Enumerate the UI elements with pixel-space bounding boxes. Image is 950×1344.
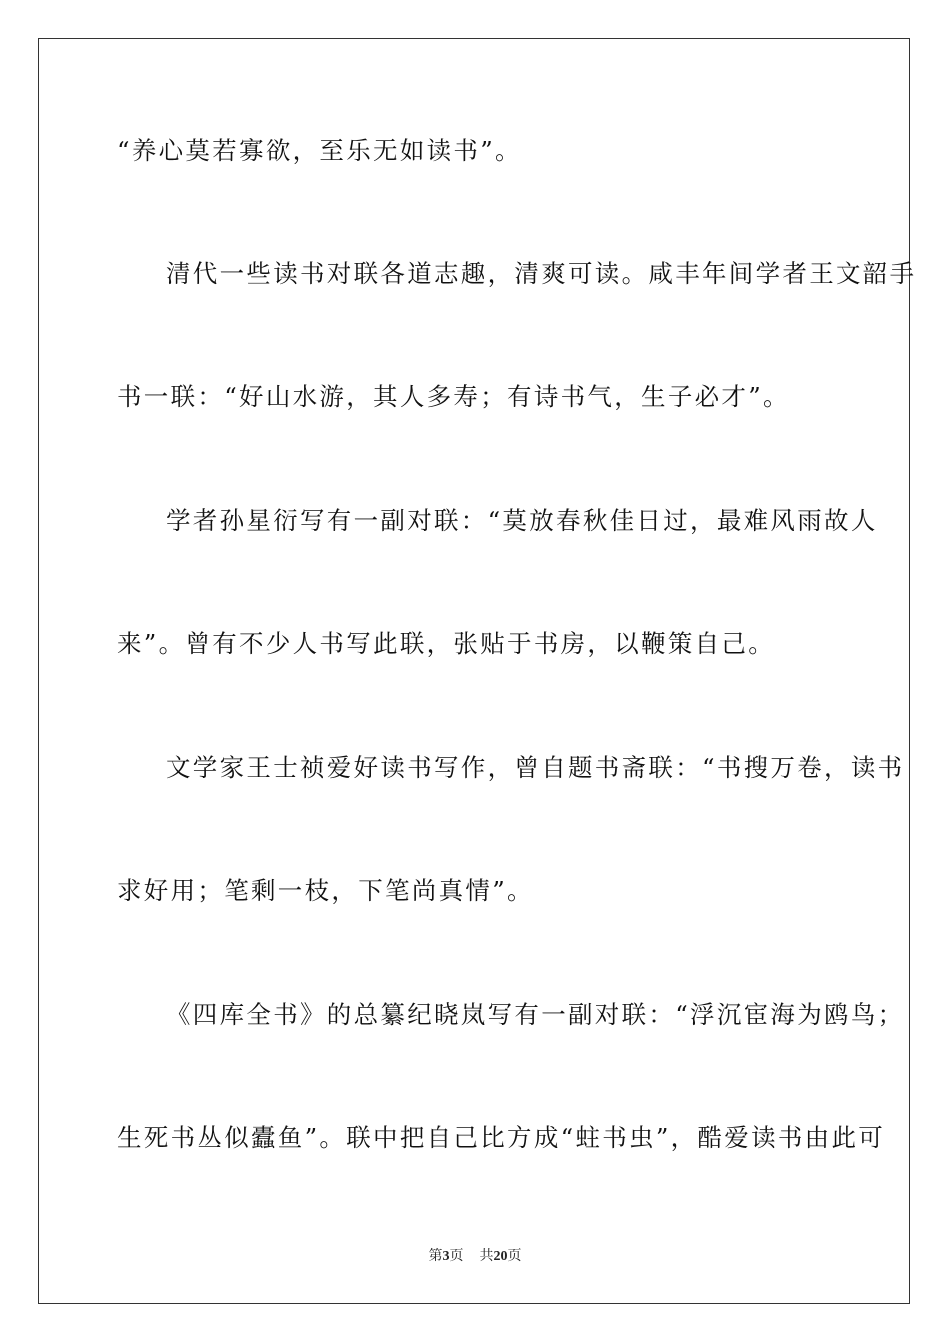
text-line-1: “养心莫若寡欲，至乐无如读书”。: [117, 136, 522, 165]
footer-total-prefix: 共: [479, 1249, 494, 1264]
text-line-6: 文学家王士祯爱好读书写作，曾自题书斋联：“书搜万卷，读书: [166, 753, 905, 782]
footer-total-pages: 20: [493, 1249, 508, 1264]
text-line-8: 《四库全书》的总纂纪晓岚写有一副对联：“浮沉宦海为鸥鸟；: [166, 1000, 905, 1029]
footer-page-suffix: 页: [449, 1249, 464, 1264]
footer-total-suffix: 页: [507, 1249, 522, 1264]
text-line-5: 来”。曾有不少人书写此联，张贴于书房，以鞭策自己。: [117, 629, 776, 658]
footer-page-prefix: 第: [428, 1249, 443, 1264]
text-line-7: 求好用；笔剩一枝，下笔尚真情”。: [117, 876, 534, 905]
text-line-9: 生死书丛似蠹鱼”。联中把自己比方成“蛀书虫”，酷爱读书由此可: [117, 1123, 886, 1152]
page-footer: [0, 1248, 950, 1266]
page-border: [38, 38, 917, 1304]
footer-page-number: 3: [442, 1249, 450, 1264]
text-line-2: 清代一些读书对联各道志趣，清爽可读。咸丰年间学者王文韶手: [166, 259, 917, 288]
text-line-4: 学者孙星衍写有一副对联：“莫放春秋佳日过，最难风雨故人: [166, 506, 878, 535]
text-line-3: 书一联：“好山水游，其人多寿；有诗书气，生子必才”。: [117, 382, 790, 411]
